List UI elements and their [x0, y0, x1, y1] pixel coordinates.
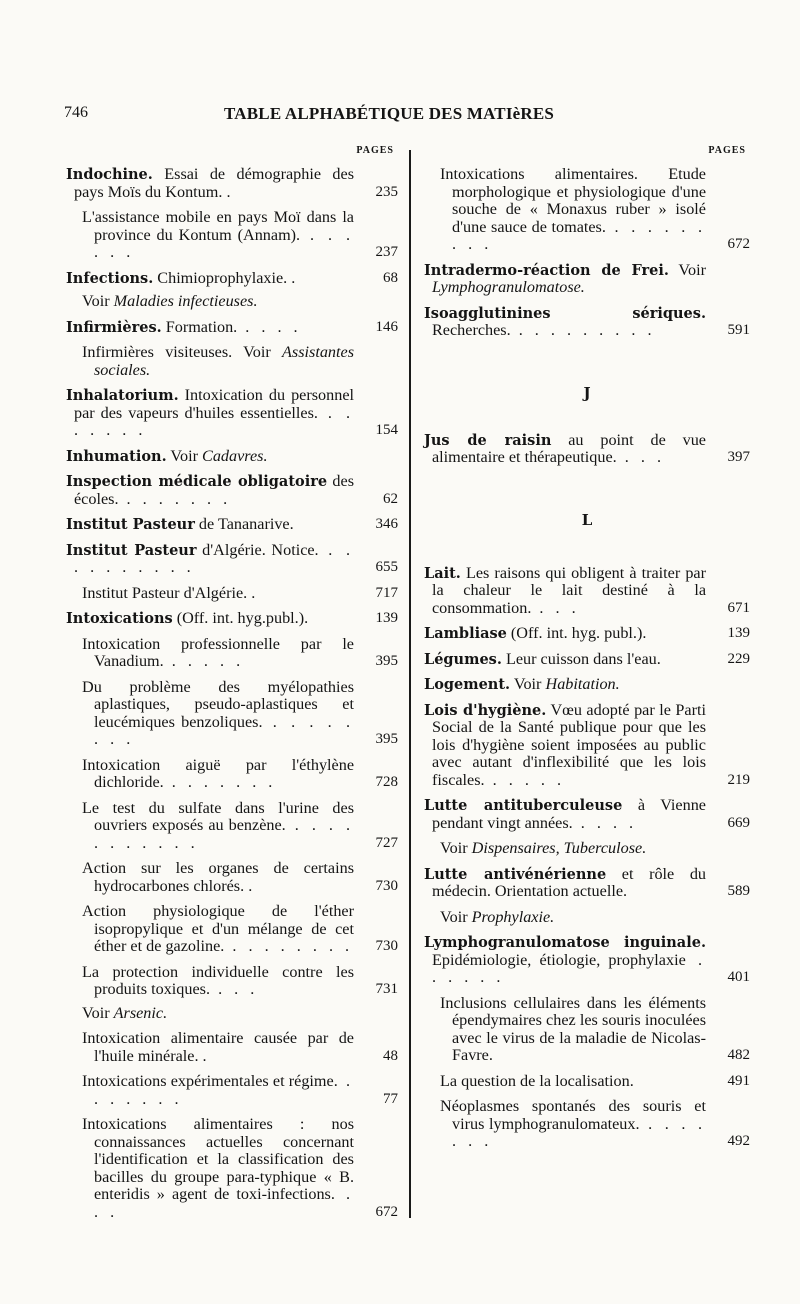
index-subentry: Intoxications alimentaires : nos connaissances actuelles concernant l'identification et la classification des bacilles du groupe para-typhique « B. enteridis » agent de toxi-infections. . . . 672 [82, 1115, 398, 1221]
index-entry: Intradermo-réaction de Frei. Voir Lymphogranulomatose. [424, 260, 706, 296]
index-entry: Lutte antivénérienne et rôle du médecin. Orientation actuelle. 589 [424, 864, 750, 900]
index-subentry: Intoxication aiguë par l'éthylène dichloride. . . . . . . . 728 [82, 755, 398, 791]
index-entry: Inhumation. Voir Cadavres. [66, 446, 268, 465]
page-header [64, 100, 750, 130]
index-subentry: Intoxications alimentaires. Etude morphologique et physiologique d'une souche de « Monaxus ruber » isolé d'une sauce de tomates. . . . . . . . . . 672 [440, 165, 750, 253]
index-subentry: Voir Maladies infectieuses. [82, 292, 258, 310]
index-subentry: Intoxication alimentaire causée par de l'huile minérale. . 48 [82, 1029, 398, 1065]
index-subentry: La protection individuelle contre les produits toxiques. . . . 731 [82, 962, 398, 998]
index-subentry: Voir Prophylaxie. [440, 907, 555, 926]
pages-label: PAGES [708, 145, 746, 156]
index-subentry: L'assistance mobile en pays Moï dans la province du Kontum (Annam). . . . . . . 237 [82, 208, 398, 261]
index-entry: Indochine. Essai de démographie des pays Moïs du Kontum. . 235 [66, 165, 398, 201]
index-subentry: Le test du sulfate dans l'urine des ouvriers exposés au benzène. . . . . . . . . . . . 727 [82, 798, 398, 852]
index-entry: Lait. Les raisons qui obligent à traiter par la chaleur le lait destiné à la consommation. . . . 671 [424, 563, 750, 617]
index-entry: Intoxications (Off. int. hyg.publ.). 139 [66, 609, 398, 627]
index-entry: Lois d'hygiène. Vœu adopté par le Parti Social de la Santé publique pour que les lois d'hygiène soient imposées au public avec autant d'inflexibilité que les lois fiscales. . . . . . 219 [424, 700, 750, 789]
index-entry: Jus de raisin au point de vue alimentaire et thérapeutique. . . . 397 [424, 430, 750, 466]
index-entry: Légumes. Leur cuisson dans l'eau. 229 [424, 649, 750, 668]
index-subentry: La question de la localisation. 491 [440, 1071, 750, 1090]
index-entry: Inhalatorium. Intoxication du personnel par des vapeurs d'huiles essentielles. . . . . . . . 154 [66, 386, 398, 439]
index-entry: Logement. Voir Habitation. [424, 675, 620, 693]
page-number: 746 [64, 104, 88, 121]
right-column [424, 144, 750, 1159]
index-subentry: Intoxication professionnelle par le Vanadium. . . . . . 395 [82, 634, 398, 670]
index-entry: Institut Pasteur de Tananarive. 346 [66, 515, 398, 533]
index-subentry: Infirmières visiteuses. Voir Assistantes sociales. [82, 343, 354, 379]
running-title: TABLE ALPHABÉTIQUE DES MATIèRES [224, 104, 555, 123]
column-divider [409, 150, 411, 1218]
index-entry: Isoagglutinines sériques. Recherches. . . . . . . . . . 591 [424, 304, 750, 339]
index-entry: Lymphogranulomatose inguinale. Epidémiologie, étiologie, prophylaxie . . . . . . 401 [424, 934, 750, 986]
index-subentry: Action physiologique de l'éther isopropylique et d'un mélange de cet éther et de gazoline. . . . . . . . . 730 [82, 902, 398, 955]
index-entry: Infections. Chimioprophylaxie. . 68 [66, 268, 398, 287]
section-letter-j: J [583, 383, 591, 402]
index-subentry: Du problème des myélopathies aplastiques, pseudo-aplastiques et leucémiques benzoliques. . . . . . . . . 395 [82, 677, 398, 748]
pages-label: PAGES [356, 145, 394, 156]
index-entry: Institut Pasteur d'Algérie. Notice. . . . . . . . . . . 655 [66, 540, 398, 576]
index-subentry: Inclusions cellulaires dans les éléments épendymaires chez les souris inoculées avec le virus de la maladie de Nicolas-Favre. 482 [440, 993, 750, 1064]
index-entry: Inspection médicale obligatoire des écoles. . . . . . . . 62 [66, 472, 398, 508]
index-subentry: Néoplasmes spontanés des souris et virus lymphogranulomateux. . . . . . . . 492 [440, 1097, 750, 1150]
index-subentry: Institut Pasteur d'Algérie. . 717 [82, 583, 398, 602]
index-subentry: Intoxications expérimentales et régime. . . . . . . . 77 [82, 1072, 398, 1108]
index-subentry: Voir Dispensaires, Tuberculose. [440, 839, 647, 857]
index-subentry: Action sur les organes de certains hydrocarbones chlorés. . 730 [82, 859, 398, 895]
section-letter-l: L [581, 510, 593, 529]
index-entry: Lambliase (Off. int. hyg. publ.). 139 [424, 624, 750, 642]
index-subentry: Voir Arsenic. [82, 1003, 168, 1022]
index-entry: Lutte antituberculeuse à Vienne pendant vingt années. . . . . 669 [424, 796, 750, 832]
left-column [66, 144, 398, 1229]
index-entry: Infirmières. Formation. . . . . 146 [66, 317, 398, 336]
